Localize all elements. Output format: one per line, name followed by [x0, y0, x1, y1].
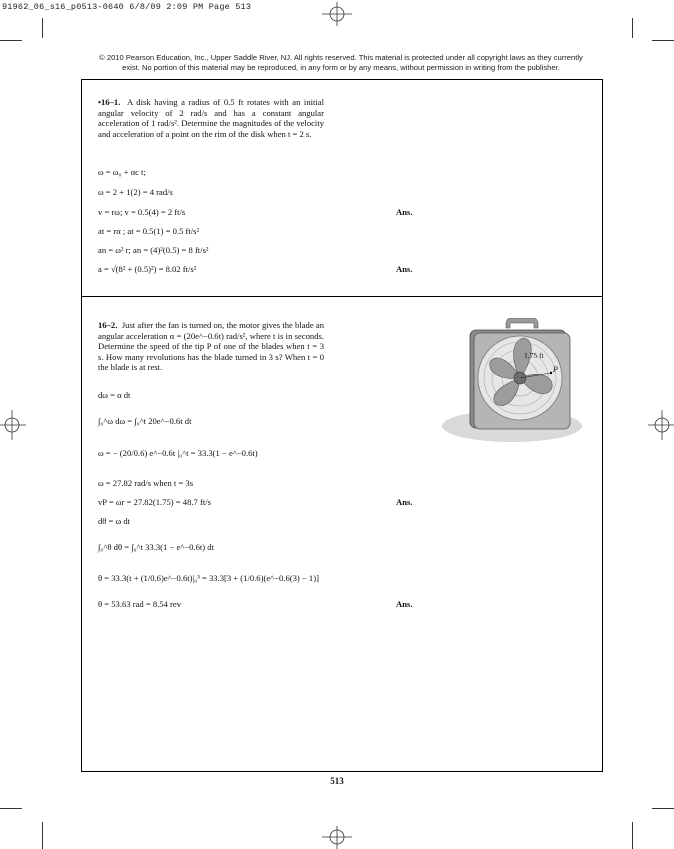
- problem-text: Just after the fan is turned on, the motor gives the blade an angular acceleration α = (20e^−0.6t) rad/s², where t is in seconds. Determine the speed of the tip P of one of the blades when t = 3 s. How many revolutions has the blade turned in 3 s? When t = 0 the blade is at rest.: [98, 320, 324, 373]
- equation: v = rω; v = 0.5(4) = 2 ft/s: [98, 207, 186, 217]
- crop-mark: [0, 808, 22, 809]
- crop-mark: [632, 822, 633, 849]
- equation: ω = ω₀ + αc t;: [98, 167, 146, 177]
- page-number: 513: [330, 776, 344, 786]
- equation: an = ω² r; an = (4)²(0.5) = 8 ft/s²: [98, 245, 209, 255]
- crop-mark: [632, 18, 633, 38]
- registration-mark-bottom: [322, 826, 352, 849]
- problem-text: A disk having a radius of 0.5 ft rotates with an initial angular velocity of 2 rad/s and has a constant angular acceleration of 1 rad/s². Determine the magnitudes of the velocity and acceleration of a point on the rim of the disk when t = 2 s.: [98, 97, 324, 139]
- equation: vP = ωr = 27.82(1.75) = 48.7 ft/s: [98, 497, 211, 507]
- equation: ∫₀^θ dθ = ∫₀^t 33.3(1 − e^−0.6t) dt: [98, 542, 214, 552]
- crop-mark: [652, 808, 674, 809]
- equation: θ = 33.3(t + (1/0.6)e^−0.6t)|₀³ = 33.3[3 + (1/0.6)(e^−0.6(3) − 1)]: [98, 573, 319, 583]
- registration-mark-left: [0, 410, 26, 440]
- equation: at = rα ; at = 0.5(1) = 0.5 ft/s²: [98, 226, 200, 236]
- problem-number: •16–1.: [98, 97, 121, 107]
- problem-number: 16–2.: [98, 320, 118, 330]
- problem-16-1-statement: [98, 97, 324, 139]
- equation: ω = 2 + 1(2) = 4 rad/s: [98, 187, 173, 197]
- box-fan-illustration: [440, 318, 582, 448]
- equation: θ = 53.63 rad = 8.54 rev: [98, 599, 182, 609]
- point-label: P: [553, 365, 558, 374]
- answer-label: Ans.: [396, 264, 413, 274]
- fan-figure: [440, 318, 582, 448]
- registration-mark-top: [322, 2, 352, 26]
- equation: dω = α dt: [98, 390, 131, 400]
- dimension-label: 1.75 ft: [524, 351, 544, 360]
- equation: dθ = ω dt: [98, 516, 131, 526]
- problem-divider: [81, 296, 603, 297]
- equation: a = √(8² + (0.5)²) = 8.02 ft/s²: [98, 264, 197, 274]
- crop-mark: [0, 40, 22, 41]
- answer-label: Ans.: [396, 207, 413, 217]
- answer-label: Ans.: [396, 599, 413, 609]
- problem-16-2-statement: [98, 320, 324, 373]
- copyright-notice: © 2010 Pearson Education, Inc., Upper Saddle River, NJ. All rights reserved. This material is protected under all copyright laws as they currently exist. No portion of this material may be reproduced, in any form or by any means, without permission in writing from the publisher.: [99, 53, 583, 72]
- crop-mark: [652, 40, 674, 41]
- equation: ∫₀^ω dω = ∫₀^t 20e^−0.6t dt: [98, 416, 192, 426]
- registration-mark-right: [648, 410, 674, 440]
- print-slug: 91962_06_s16_p0513-0640 6/8/09 2:09 PM Page 513: [2, 2, 252, 12]
- equation: ω = 27.82 rad/s when t = 3s: [98, 478, 194, 488]
- equation: ω = − (20/0.6) e^−0.6t |₀^t = 33.3(1 − e^−0.6t): [98, 448, 258, 458]
- crop-mark: [42, 822, 43, 849]
- crop-mark: [42, 18, 43, 38]
- answer-label: Ans.: [396, 497, 413, 507]
